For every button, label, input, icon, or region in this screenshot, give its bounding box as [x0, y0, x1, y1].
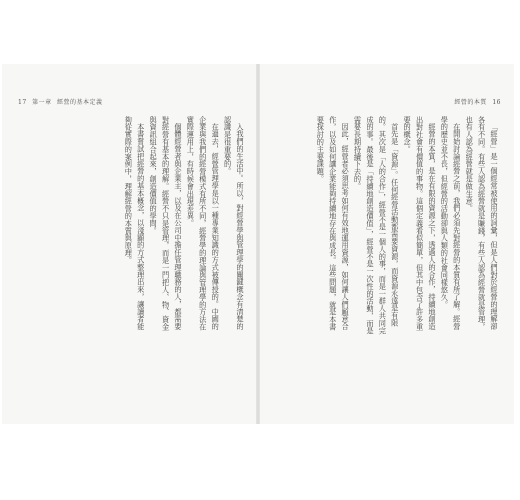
- right-paragraph: 在開始討論經營之前，我們必須先對經營的本質有所了解。經營學的歷史並不長，但經營的活動卻與人類的社會同樣悠久。: [440, 116, 462, 331]
- book-spread: [2, 64, 514, 424]
- right-page-number: 16: [492, 99, 501, 106]
- right-paragraph: 因此，經營者必須思考如何有效地運用資源，如何讓人們願意合作，以及如何讓企業能夠持續地存在與成長。這些問題，就是本書要探討的主要課題。: [316, 116, 351, 331]
- left-paragraph: 入我們的生活中。所以，對經營學與管理學的關鍵概念有清楚的認識是很重要的。: [223, 116, 245, 331]
- left-chapter-label: 第一章: [32, 99, 52, 106]
- right-paragraph: 經營的本質，是在有限的資源之下，透過人的合作，持續地創造出對社會有價值的事物。這個定義看似簡單，但其中包含了許多重要的概念。: [403, 116, 437, 331]
- left-paragraph: 個體經營者與企業主，以及在公司中擔任管理職務的人，都需要對經營有基本的理解。經營不只是管理，而是一門把人、物、資金與資訊組合起來，創造價值的學問。: [149, 116, 183, 331]
- right-running-head: [454, 97, 504, 106]
- right-body-text: [270, 116, 500, 336]
- right-running-title: 經營的本質: [454, 99, 487, 106]
- left-page-number: 17: [18, 99, 27, 106]
- left-page: [2, 64, 256, 424]
- right-paragraph: 「經營」是一個經常被使用的詞彙，但是人們對於經營的理解卻各有不同。有些人認為經營就是賺錢，有些人認為經營就是管理，也有人認為經營就是做生意。: [465, 116, 499, 331]
- left-running-head: [18, 97, 103, 106]
- left-paragraph: 本書嘗試把經營的基本概念，以淺顯的方式整理出來，讓讀者能夠從實際的案例中，理解經營的本質與原理。: [124, 116, 146, 331]
- right-page: [260, 64, 514, 424]
- right-paragraph: 首先是「資源」。任何經營活動都需要資源，而資源永遠是有限的。其次是「人的合作」，經營不是一個人的事，而是一群人共同完成的事。最後是「持續地創造價值」，經營不是一次性的活動，而是需要長期持續下去的。: [353, 116, 400, 335]
- left-paragraph: 在過去，經營管理學是以一種專業知識的方式被傳授的。中國的企業與我們的經營模式有所不同，經營學的理論與管理學的方法在實際運用上，有時候會出現差異。: [186, 116, 221, 331]
- left-chapter-title: 經營的基本定義: [57, 99, 103, 106]
- left-body-text: [24, 116, 246, 336]
